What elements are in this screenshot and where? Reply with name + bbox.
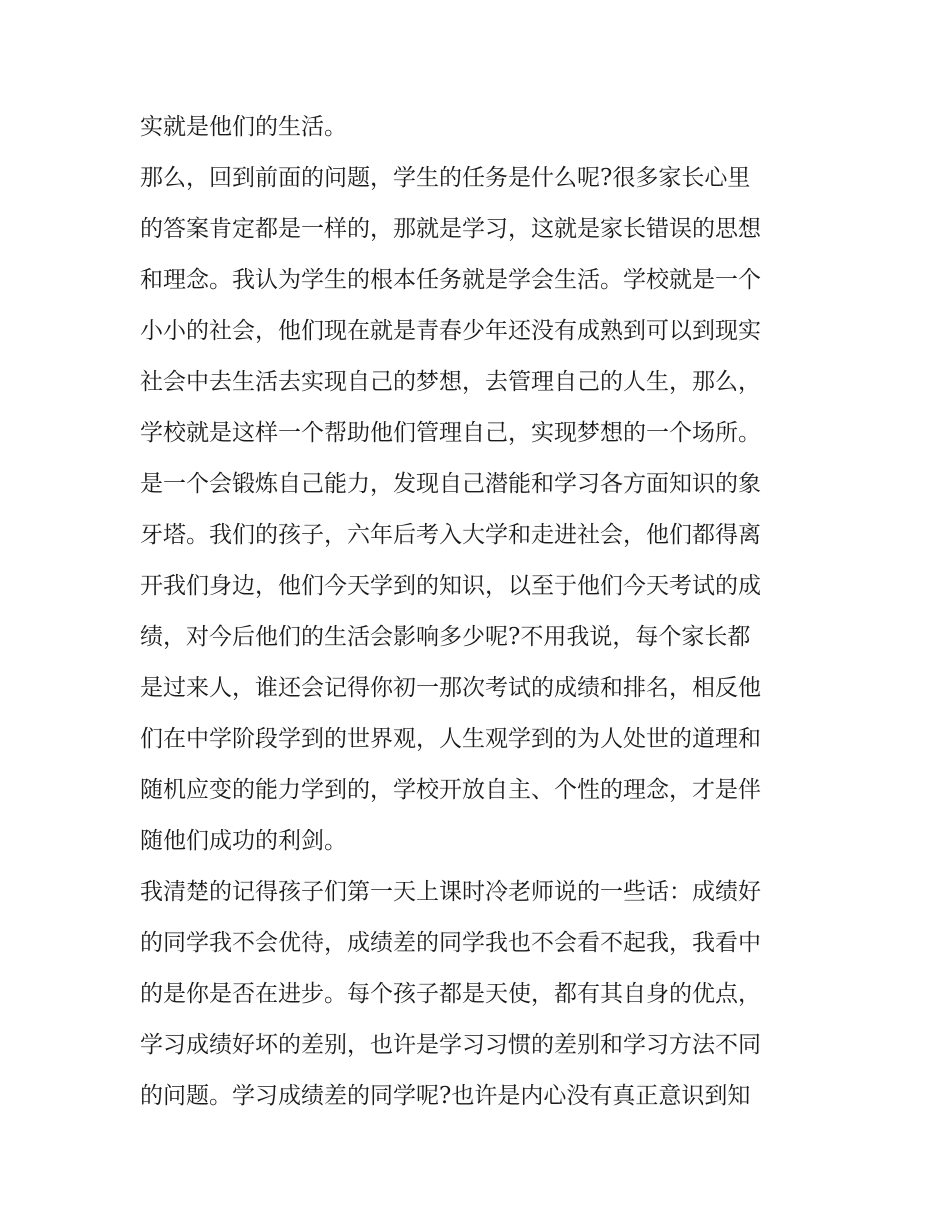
text-line-12: 是过来人，谁还会记得你初一那次考试的成绩和排名，相反他 xyxy=(140,675,761,701)
text-line-8: 是一个会锻炼自己能力，发现自己潜能和学习各方面知识的象 xyxy=(140,471,761,497)
text-line-2: 那么，回到前面的问题，学生的任务是什么呢?很多家长心里 xyxy=(140,165,751,191)
text-line-16: 我清楚的记得孩子们第一天上课时冷老师说的一些话：成绩好 xyxy=(140,879,761,905)
text-line-13: 们在中学阶段学到的世界观，人生观学到的为人处世的道理和 xyxy=(140,726,761,752)
text-line-19: 学习成绩好坏的差别，也许是学习习惯的差别和学习方法不同 xyxy=(140,1032,761,1058)
text-line-11: 绩，对今后他们的生活会影响多少呢?不用我说，每个家长都 xyxy=(140,624,751,650)
text-line-1: 实就是他们的生活。 xyxy=(140,114,347,140)
text-line-18: 的是你是否在进步。每个孩子都是天使，都有其自身的优点， xyxy=(140,981,761,1007)
text-line-14: 随机应变的能力学到的，学校开放自主、个性的理念，才是伴 xyxy=(140,777,761,803)
text-line-6: 社会中去生活去实现自己的梦想，去管理自己的人生，那么， xyxy=(140,369,761,395)
text-line-9: 牙塔。我们的孩子，六年后考入大学和走进社会，他们都得离 xyxy=(140,522,761,548)
text-line-5: 小小的社会，他们现在就是青春少年还没有成熟到可以到现实 xyxy=(140,318,761,344)
body-text xyxy=(140,102,820,1122)
text-line-20: 的问题。学习成绩差的同学呢?也许是内心没有真正意识到知 xyxy=(140,1083,751,1109)
text-line-17: 的同学我不会优待，成绩差的同学我也不会看不起我，我看中 xyxy=(140,930,761,956)
text-line-10: 开我们身边，他们今天学到的知识，以至于他们今天考试的成 xyxy=(140,573,761,599)
text-line-3: 的答案肯定都是一样的，那就是学习，这就是家长错误的思想 xyxy=(140,216,761,242)
text-line-4: 和理念。我认为学生的根本任务就是学会生活。学校就是一个 xyxy=(140,267,761,293)
text-line-7: 学校就是这样一个帮助他们管理自己，实现梦想的一个场所。 xyxy=(140,420,761,446)
text-line-15: 随他们成功的利剑。 xyxy=(140,828,347,854)
